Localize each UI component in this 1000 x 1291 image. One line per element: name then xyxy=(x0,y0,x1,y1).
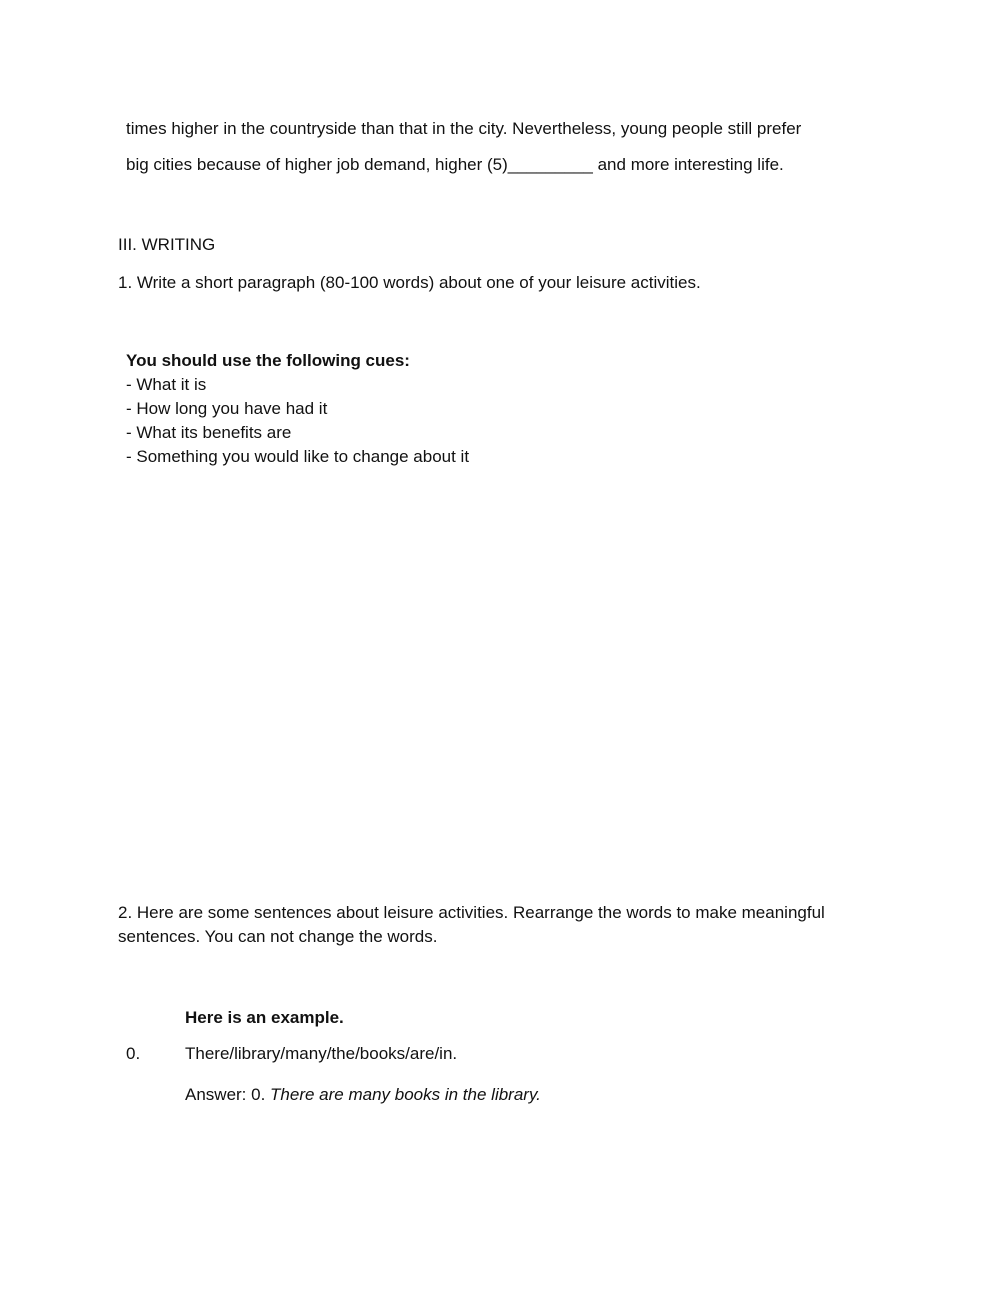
task2-prompt-line-2: sentences. You can not change the words. xyxy=(118,927,438,946)
cue-list xyxy=(126,373,469,469)
cues-heading: You should use the following cues: xyxy=(126,351,410,370)
answer-prefix: Answer: 0. xyxy=(185,1085,271,1104)
task2-prompt-line-1: 2. Here are some sentences about leisure activities. Rearrange the words to make meaningful xyxy=(118,903,825,922)
example-answer xyxy=(185,1084,541,1106)
example-words: There/library/many/the/books/are/in. xyxy=(185,1044,458,1063)
reading-line-1: times higher in the countryside than that in the city. Nevertheless, young people still prefer xyxy=(126,119,802,138)
task1-prompt: 1. Write a short paragraph (80-100 words) about one of your leisure activities. xyxy=(118,273,701,292)
example-number: 0. xyxy=(126,1044,141,1063)
cue-item: - What it is xyxy=(126,375,207,394)
cue-item: - How long you have had it xyxy=(126,399,328,418)
section-heading-writing: III. WRITING xyxy=(118,235,216,254)
cue-item: - Something you would like to change about it xyxy=(126,447,470,466)
reading-line-2: big cities because of higher job demand, higher (5)_________ and more interesting life. xyxy=(126,155,784,174)
answer-sentence: There are many books in the library. xyxy=(270,1085,541,1104)
example-heading: Here is an example. xyxy=(185,1008,344,1027)
cue-item: - What its benefits are xyxy=(126,423,292,442)
